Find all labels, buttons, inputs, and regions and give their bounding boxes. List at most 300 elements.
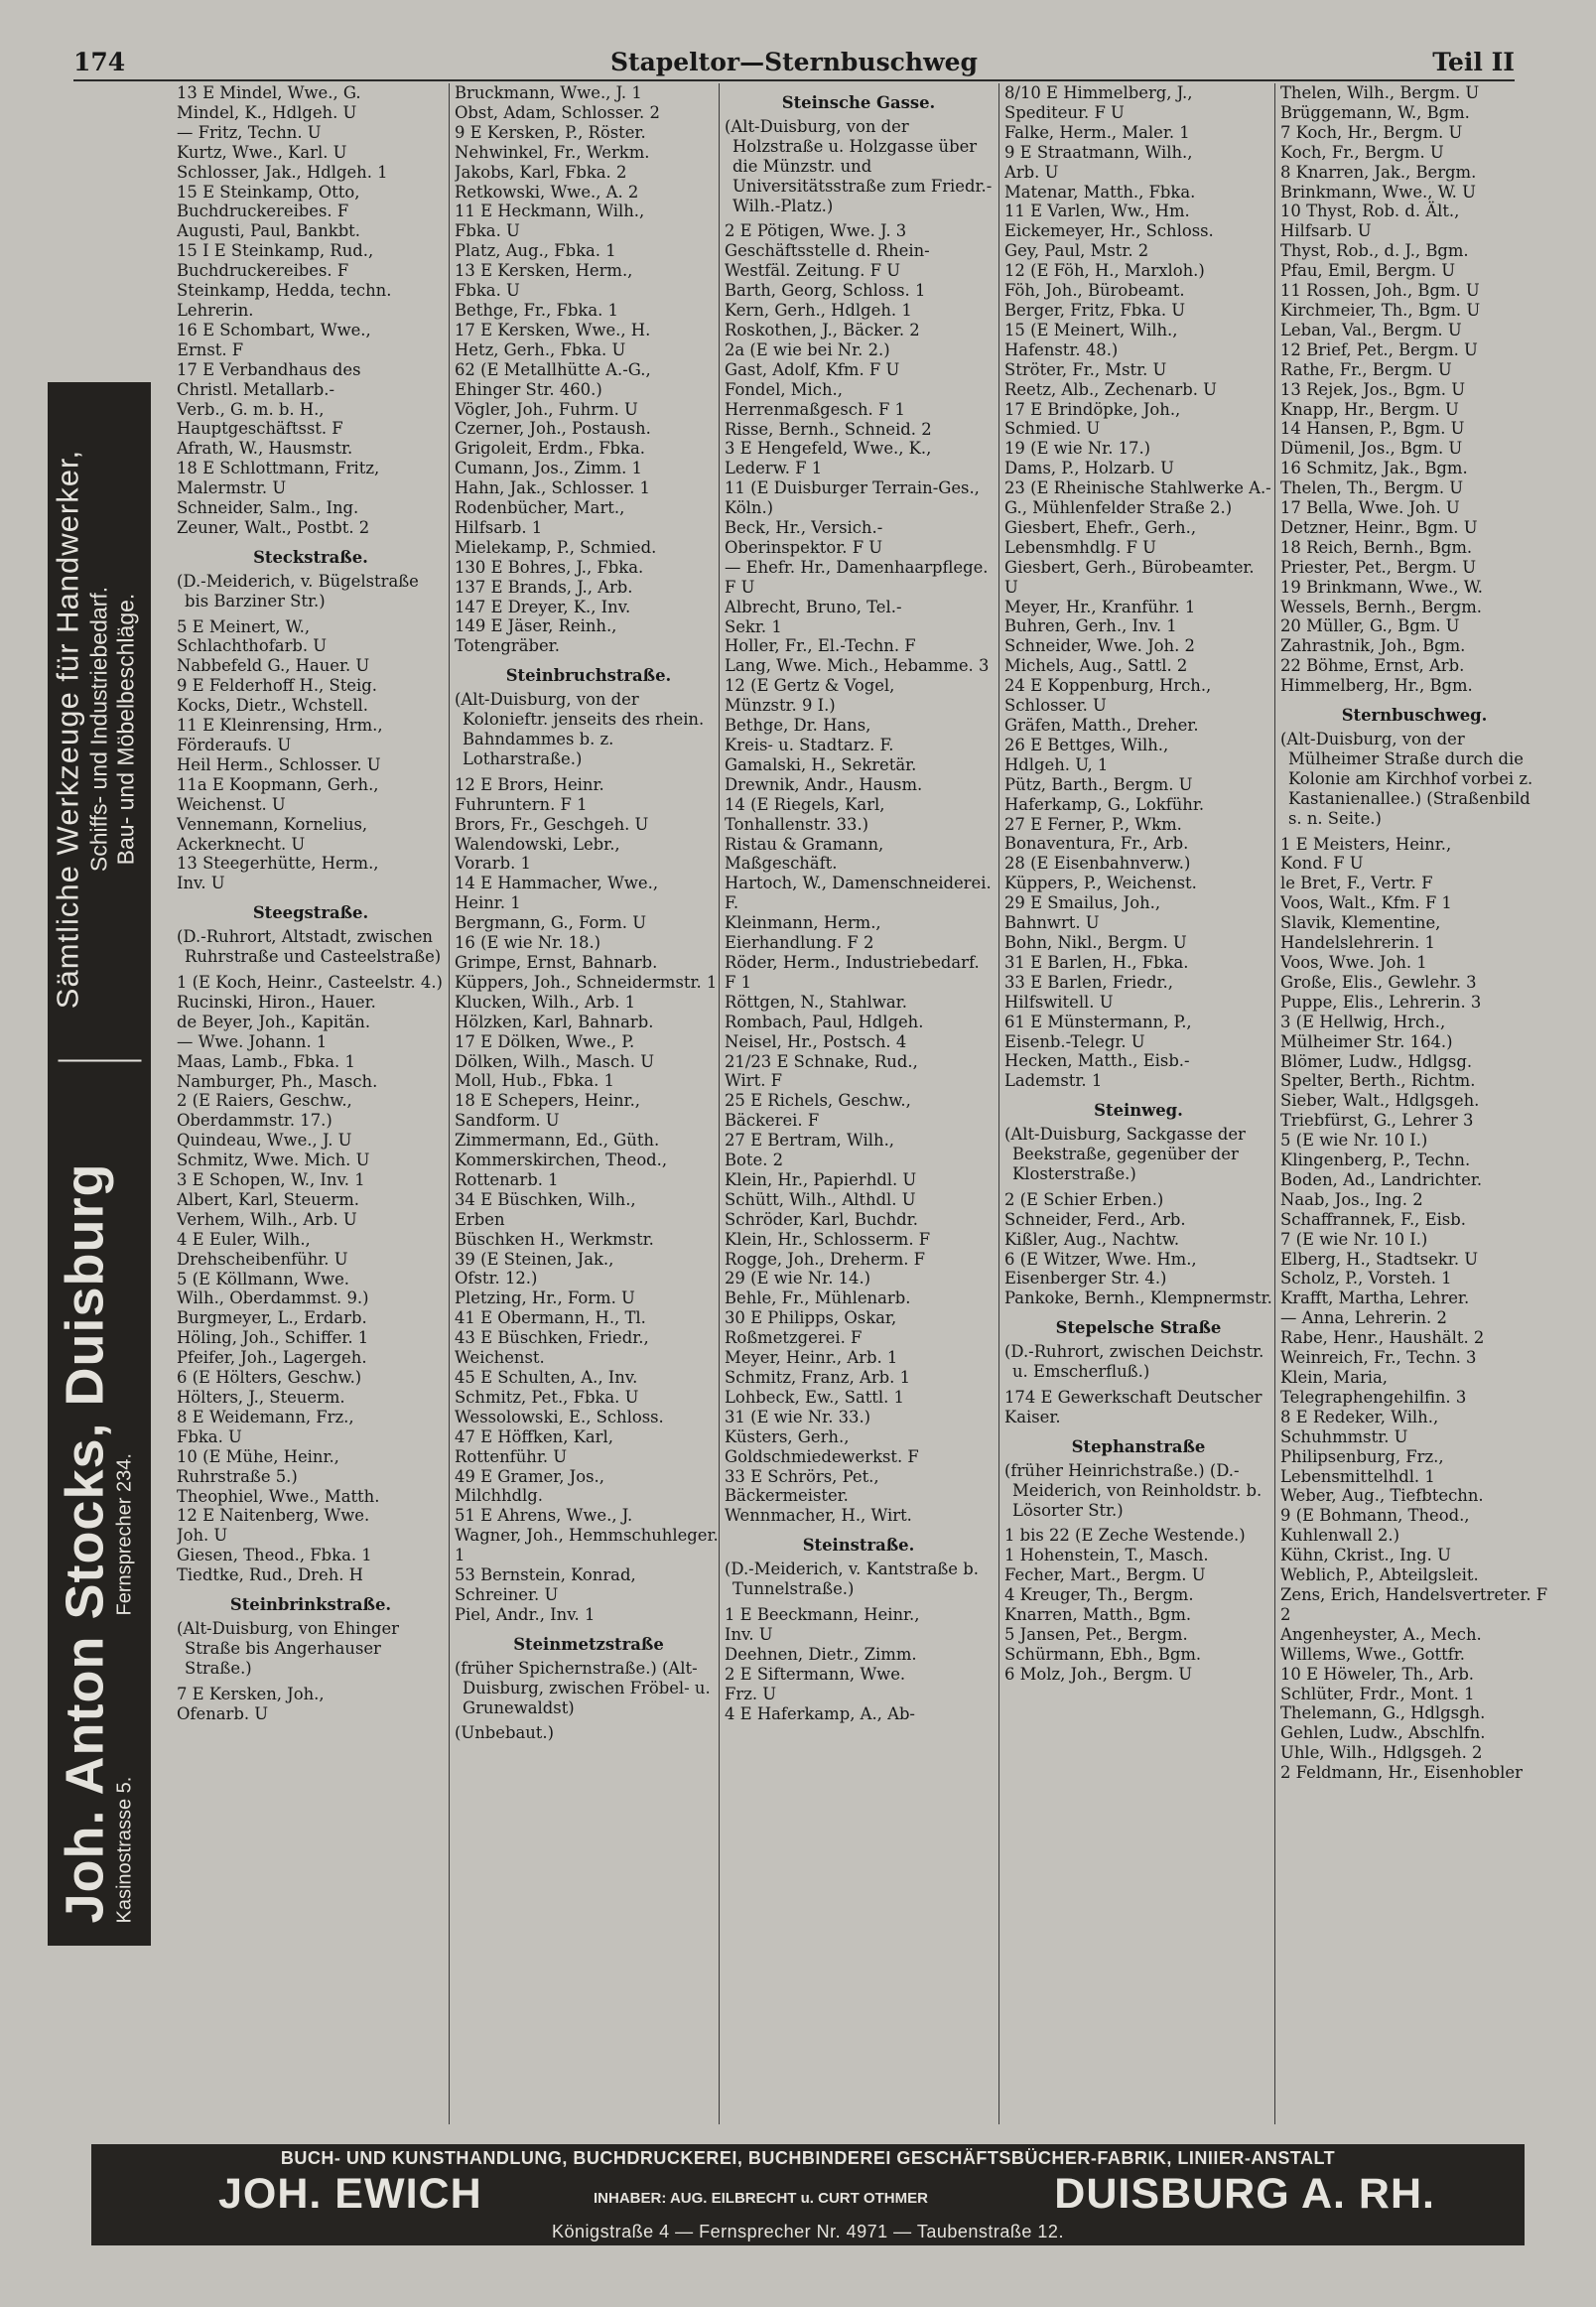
entry-line: Hafenstr. 48.) — [1004, 339, 1119, 359]
entry-line: Zimmermann, Ed., Güth. — [455, 1131, 660, 1151]
entry-line: Scholz, P., Vorsteh. 1 — [1280, 1269, 1452, 1289]
entry-line: Pütz, Barth., Bergm. U — [1004, 774, 1193, 794]
entry-line: 16 Schmitz, Jak., Bgm. — [1280, 459, 1468, 478]
entry-line: 17 E Kersken, Wwe., H. — [455, 320, 651, 339]
entry-line: Boden, Ad., Landrichter. — [1280, 1169, 1483, 1189]
entry-line: Falke, Herm., Maler. 1 — [1004, 122, 1190, 142]
column-4 — [1004, 83, 1272, 2124]
entry-line: Bäckermeister. — [725, 1486, 849, 1506]
entry-line: 147 E Dreyer, K., Inv. — [455, 597, 631, 616]
entry-line: Ehinger Str. 460.) — [455, 379, 602, 399]
column-5 — [1280, 83, 1548, 2124]
entry-line: Fbka. U — [455, 221, 520, 241]
entry-line: 13 E Mindel, Wwe., G. — [177, 83, 361, 102]
entry-line: Drewnik, Andr., Hausm. — [725, 774, 923, 794]
entry-line: Vögler, Joh., Fuhrm. U — [455, 399, 638, 419]
entry-line: Höling, Joh., Schiffer. 1 — [177, 1328, 369, 1348]
entry-line: Brors, Fr., Geschgeh. U — [455, 814, 649, 834]
street-description: (früher Heinrichstraße.) (D.-Meiderich, von Reinholdstr. b. Lösorter Str.) — [1004, 1460, 1263, 1520]
column-divider — [719, 83, 720, 2124]
column-divider — [449, 83, 450, 2124]
side-ad-company: Joh. Anton Stocks, Duisburg — [55, 1162, 115, 1924]
entry-line: 31 (E wie Nr. 33.) — [725, 1407, 871, 1426]
entry-line: Buchdruckereibes. F — [177, 202, 349, 221]
column-1 — [177, 83, 445, 2124]
entry-line: 24 E Koppenburg, Hrch., — [1004, 676, 1212, 696]
entry-line: 18 E Schlottmann, Fritz, — [177, 459, 380, 478]
entry-line: Elberg, H., Stadtsekr. U — [1280, 1249, 1479, 1269]
entry-line: 2 (E Raiers, Geschw., — [177, 1091, 352, 1111]
entry-line: 18 Reich, Bernh., Bgm. — [1280, 537, 1473, 557]
entry-line: Große, Elis., Gewlehr. 3 — [1280, 972, 1477, 992]
entry-line: Wagner, Joh., Hemmschuhleger. 1 — [455, 1526, 719, 1565]
entry-line: 1 E Beeckmann, Heinr., — [725, 1604, 920, 1624]
entry-line: Rombach, Paul, Hdlgeh. — [725, 1012, 924, 1031]
entry-line: Hartoch, W., Damenschneiderei. F. — [725, 874, 992, 913]
entry-line: Münzstr. 9 I.) — [725, 696, 836, 716]
entry-line: Maßgeschäft. — [725, 854, 838, 874]
entry-line: Gey, Paul, Mstr. 2 — [1004, 241, 1149, 261]
entry-line: Wessels, Bernh., Bergm. — [1280, 597, 1482, 616]
entry-line: Schürmann, Ebh., Bgm. — [1004, 1644, 1202, 1664]
entry-line: 14 E Hammacher, Wwe., — [455, 874, 659, 893]
entry-line: Kuhlenwall 2.) — [1280, 1526, 1400, 1546]
entry-line: Kern, Gerh., Hdlgeh. 1 — [725, 301, 912, 321]
entry-line: Joh. U — [177, 1526, 228, 1546]
entry-line: Hilfswitell. U — [1004, 992, 1114, 1012]
entry-line: Schmitz, Wwe. Mich. U — [177, 1151, 370, 1170]
entry-line: Bethge, Fr., Fbka. 1 — [455, 300, 618, 320]
entry-line: 130 E Bohres, J., Fbka. — [455, 557, 644, 577]
entry-line: Philipsenburg, Frz., Lebensmittelhdl. 1 — [1280, 1446, 1444, 1486]
footer-ad-contact: Königstraße 4 — Fernsprecher Nr. 4971 — Taubenstraße 12. — [552, 2222, 1064, 2241]
entry-line: Geschäftsstelle d. Rhein- — [725, 241, 930, 261]
entry-line: Christl. Metallarb.- — [177, 379, 335, 399]
entry-line: 3 E Hengefeld, Wwe., K., — [725, 439, 932, 459]
street-heading: Stepelsche Straße — [1055, 1318, 1222, 1338]
page-title: Stapeltor—Sternbuschweg — [610, 48, 978, 76]
entry-line: 12 E Naitenberg, Wwe. — [177, 1506, 370, 1526]
entry-line: Brüggemann, W., Bgm. — [1280, 102, 1470, 122]
entry-line: Weblich, P., Abteilgsleit. — [1280, 1565, 1479, 1585]
entry-line: Willems, Wwe., Gottfr. — [1280, 1644, 1466, 1664]
street-description: (Alt-Duisburg, von der Mülheimer Straße durch die Kolonie am Kirchhof vorbei z. Kastanienallee.) (Straßenbild s. n. Seite.) — [1280, 730, 1533, 828]
entry-line: Fuhruntern. F 1 — [455, 794, 588, 814]
entry-line: Ackerknecht. U — [177, 834, 306, 854]
entry-line: Thelen, Th., Bergm. U — [1280, 478, 1464, 498]
entry-line: 16 E Schombart, Wwe., — [177, 320, 371, 339]
entry-line: Inv. U — [177, 874, 225, 893]
entry-line: 174 E Gewerkschaft Deutscher Kaiser. — [1004, 1388, 1263, 1426]
entry-line: Platz, Aug., Fbka. 1 — [455, 241, 616, 261]
entry-line: 1 E Meisters, Heinr., — [1280, 834, 1452, 854]
entry-line: — Anna, Lehrerin. 2 — [1280, 1308, 1447, 1328]
entry-line: Kißler, Aug., Nachtw. — [1004, 1229, 1180, 1249]
entry-line: Grigoleit, Erdm., Fbka. — [455, 439, 645, 459]
entry-line: Hölzken, Karl, Bahnarb. — [455, 1012, 654, 1031]
entry-line: Hetz, Gerh., Fbka. U — [455, 339, 626, 359]
entry-line: Hölters, J., Steuerm. — [177, 1388, 345, 1407]
entry-line: 11a E Koopmann, Gerh., — [177, 774, 379, 794]
entry-line: 15 I E Steinkamp, Rud., — [177, 241, 374, 261]
entry-line: 29 E Smailus, Joh., — [1004, 893, 1161, 913]
street-heading: Steinbrinkstraße. — [229, 1595, 392, 1615]
entry-line: Rottenführ. U — [455, 1446, 568, 1466]
entry-line: Weinreich, Fr., Techn. 3 — [1280, 1348, 1477, 1368]
entry-line: 4 E Haferkamp, A., Ab- — [725, 1703, 915, 1723]
page-number: 174 — [73, 48, 126, 76]
entry-line: Inv. U — [725, 1624, 773, 1644]
entry-line: Röttgen, N., Stahlwar. — [725, 992, 907, 1012]
entry-line: Klein, Hr., Papierhdl. U — [725, 1169, 917, 1189]
entry-line: 137 E Brands, J., Arb. — [455, 577, 633, 597]
entry-line: Schneider, Wwe. Joh. 2 — [1004, 636, 1195, 656]
entry-line: Totengräber. — [455, 636, 560, 656]
entry-line: Tonhallenstr. 33.) — [725, 814, 869, 834]
entry-line: 8/10 E Himmelberg, J., — [1004, 83, 1193, 102]
entry-line: 47 E Höffken, Karl, — [455, 1426, 613, 1446]
entry-line: 9 E Felderhoff H., Steig. — [177, 676, 377, 696]
entry-line: Leban, Val., Bergm. U — [1280, 320, 1462, 339]
entry-line: Milchhdlg. — [455, 1486, 543, 1506]
entry-line: Rodenbücher, Mart., — [455, 498, 625, 518]
entry-line: Ofenarb. U — [177, 1703, 269, 1723]
entry-line: Mielekamp, P., Schmied. — [455, 537, 657, 557]
entry-line: Mindel, K., Hdlgeh. U — [177, 102, 357, 122]
entry-line: — Ehefr. Hr., Damenhaarpflege. F U — [725, 557, 989, 597]
entry-line: Michels, Aug., Sattl. 2 — [1004, 656, 1188, 676]
entry-line: Rucinski, Hiron., Hauer. — [177, 992, 376, 1012]
entry-line: Malermstr. U — [177, 478, 287, 498]
entry-line: Naab, Jos., Ing. 2 — [1280, 1189, 1423, 1209]
entry-line: Pfeifer, Joh., Lagergeh. — [177, 1348, 367, 1368]
entry-line: 5 (E wie Nr. 10 I.) — [1280, 1131, 1428, 1151]
entry-line: Zeuner, Walt., Postbt. 2 — [177, 517, 370, 537]
entry-line: 20 Müller, G., Bgm. U — [1280, 616, 1460, 636]
entry-line: 11 (E Duisburger Terrain-Ges., Köln.) — [725, 478, 980, 518]
entry-line: Gamalski, H., Sekretär. — [725, 754, 917, 774]
entry-line: Albrecht, Bruno, Tel.- — [725, 597, 902, 616]
entry-line: Spelter, Berth., Richtm. — [1280, 1071, 1476, 1091]
entry-line: 23 (E Rheinische Stahlwerke A.-G., Mühlenfelder Straße 2.) — [1004, 478, 1271, 518]
entry-line: Schütt, Wilh., Althdl. U — [725, 1189, 916, 1209]
entry-line: Heinr. 1 — [455, 893, 521, 913]
entry-line: Föh, Joh., Bürobeamt. — [1004, 281, 1185, 301]
side-ad-tagline-2: Schiffs- und Industriebedarf. — [85, 586, 112, 873]
entry-line: Küsters, Gerh., Goldschmiedewerkst. F — [725, 1426, 919, 1466]
entry-line: Fecher, Mart., Bergm. U — [1004, 1565, 1206, 1585]
entry-line: Dümenil, Jos., Bgm. U — [1280, 439, 1463, 459]
entry-line: 31 E Barlen, H., Fbka. — [1004, 952, 1189, 972]
entry-line: 1 Hohenstein, T., Masch. — [1004, 1546, 1209, 1565]
entry-line: 26 E Bettges, Wilh., — [1004, 735, 1169, 754]
entry-line: Lademstr. 1 — [1004, 1071, 1103, 1091]
entry-line: Knapp, Hr., Bergm. U — [1280, 399, 1459, 419]
entry-line: Roskothen, J., Bäcker. 2 — [725, 320, 920, 339]
entry-line: Pfau, Emil, Bergm. U — [1280, 261, 1456, 281]
street-heading: Stephanstraße — [1071, 1436, 1206, 1456]
entry-line: Voos, Wwe. Joh. 1 — [1280, 952, 1427, 972]
entry-line: Bäckerei. F — [725, 1111, 820, 1131]
entry-line: 7 (E wie Nr. 10 I.) — [1280, 1229, 1428, 1249]
entry-line: Knarren, Matth., Bgm. — [1004, 1605, 1192, 1625]
entry-line: Lehrerin. — [177, 300, 254, 320]
entry-line: Zahrastnik, Joh., Bgm. — [1280, 636, 1466, 656]
entry-line: Neisel, Hr., Postsch. 4 — [725, 1031, 907, 1051]
entry-line: Büschken H., Werkmstr. — [455, 1229, 654, 1249]
entry-line: Sekr. 1 — [725, 616, 782, 636]
street-heading: Steinbruchstraße. — [505, 666, 672, 686]
entry-line: Priester, Pet., Bergm. U — [1280, 557, 1477, 577]
entry-line: Theophiel, Wwe., Matth. — [177, 1486, 380, 1506]
entry-line: Wilh., Oberdammst. 9.) — [177, 1289, 369, 1308]
entry-line: 22 Böhme, Ernst, Arb. — [1280, 656, 1465, 676]
entry-line: 12 E Brors, Heinr. — [455, 774, 604, 794]
entry-line: 62 (E Metallhütte A.-G., — [455, 359, 651, 379]
entry-line: Pletzing, Hr., Form. U — [455, 1289, 635, 1308]
street-heading: Steinmetzstraße — [513, 1634, 664, 1654]
entry-line: Vennemann, Kornelius, — [177, 814, 368, 834]
entry-line: Cumann, Jos., Zimm. 1 — [455, 459, 642, 478]
entry-line: 13 Rejek, Jos., Bgm. U — [1280, 379, 1466, 399]
entry-line: Dams, P., Holzarb. U — [1004, 459, 1174, 478]
entry-line: Giesbert, Ehefr., Gerh., — [1004, 517, 1197, 537]
entry-line: Gehlen, Ludw., Abschlfn. — [1280, 1723, 1486, 1743]
entry-line: 2 E Pötigen, Wwe. J. 3 — [725, 221, 907, 241]
entry-line: Zens, Erich, Handelsvertreter. F 2 — [1280, 1584, 1548, 1624]
entry-line: Ströter, Fr., Mstr. U — [1004, 359, 1167, 379]
entry-line: Behle, Fr., Mühlenarb. — [725, 1289, 911, 1308]
entry-line: Schaffrannek, F., Eisb. — [1280, 1209, 1466, 1229]
entry-line: Bruckmann, Wwe., J. 1 — [455, 83, 642, 102]
entry-line: Risse, Bernh., Schneid. 2 — [725, 419, 932, 439]
street-description: (D.-Meiderich, v. Bügelstraße bis Barziner Str.) — [177, 571, 419, 611]
entry-line: Voos, Walt., Kfm. F 1 — [1280, 893, 1452, 913]
entry-line: Quindeau, Wwe., J. U — [177, 1131, 352, 1151]
entry-line: Heil Herm., Schlosser. U — [177, 754, 381, 774]
entry-line: Triebfürst, G., Lehrer 3 — [1280, 1111, 1474, 1131]
entry-line: 27 E Bertram, Wilh., — [725, 1131, 894, 1151]
entry-line: Slavik, Klementine, Handelslehrerin. 1 — [1280, 913, 1441, 953]
entry-line: Küppers, Joh., Schneidermstr. 1 — [455, 972, 718, 992]
entry-line: Albert, Karl, Steuerm. — [177, 1189, 359, 1209]
entry-line: Pankoke, Bernh., Klempnermstr. — [1004, 1289, 1272, 1308]
entry-line: Krafft, Martha, Lehrer. — [1280, 1289, 1470, 1308]
entry-line: 6 Molz, Joh., Bergm. U — [1004, 1664, 1193, 1684]
entry-line: 15 E Steinkamp, Otto, — [177, 182, 360, 202]
entry-line: 49 E Gramer, Jos., — [455, 1466, 604, 1486]
entry-line: Roßmetzgerei. F — [725, 1328, 863, 1348]
entry-line: 14 (E Riegels, Karl, — [725, 794, 885, 814]
entry-line: 19 Brinkmann, Wwe., W. — [1280, 577, 1483, 597]
entry-line: Oberdammstr. 17.) — [177, 1111, 332, 1131]
entry-line: 11 E Kleinrensing, Hrm., — [177, 716, 383, 736]
entry-line: Augusti, Paul, Bankbt. — [177, 221, 360, 241]
entry-line: Westfäl. Zeitung. F U — [725, 261, 901, 281]
entry-line: Namburger, Ph., Masch. — [177, 1071, 378, 1091]
entry-line: 12 (E Gertz & Vogel, — [725, 676, 895, 696]
entry-line: Lohbeck, Ew., Sattl. 1 — [725, 1387, 904, 1407]
entry-line: Schmitz, Franz, Arb. 1 — [725, 1368, 910, 1387]
entry-line: 39 (E Steinen, Jak., — [455, 1249, 614, 1269]
entry-line: 28 (E Eisenbahnverw.) — [1004, 854, 1191, 874]
entry-line: Hahn, Jak., Schlosser. 1 — [455, 478, 650, 498]
entry-line: Schuhmmstr. U — [1280, 1426, 1408, 1446]
entry-line: Klein, Maria, Telegraphengehilfin. 3 — [1280, 1368, 1467, 1407]
entry-line: Thelen, Wilh., Bergm. U — [1280, 83, 1480, 102]
entry-line: Moll, Hub., Fbka. 1 — [455, 1071, 614, 1091]
entry-line: 17 E Brindöpke, Joh., — [1004, 399, 1181, 419]
entry-line: 1 (E Koch, Heinr., Casteelstr. 4.) — [177, 972, 443, 992]
entry-line: Eickemeyer, Hr., Schloss. — [1004, 221, 1214, 241]
entry-line: Thelemann, G., Hdlgsgh. — [1280, 1703, 1486, 1723]
entry-line: Kleinmann, Herm., Eierhandlung. F 2 — [725, 913, 881, 953]
entry-line: Giesbert, Gerh., Bürobeamter. U — [1004, 557, 1255, 597]
entry-line: Thyst, Rob., d. J., Bgm. — [1280, 241, 1469, 261]
entry-line: Wennmacher, H., Wirt. — [725, 1506, 912, 1526]
entry-line: Mülheimer Str. 164.) — [1280, 1031, 1453, 1051]
footer-ad-city: DUISBURG A. RH. — [1054, 2170, 1435, 2218]
entry-line: Tiedtke, Rud., Dreh. H — [177, 1565, 363, 1585]
entry-line: 2 (E Schier Erben.) — [1004, 1189, 1164, 1209]
street-description: (D.-Meiderich, v. Kantstraße b. Tunnelstraße.) — [725, 1560, 979, 1599]
entry-line: Gast, Adolf, Kfm. F U — [725, 359, 900, 379]
entry-line: Verhem, Wilh., Arb. U — [177, 1209, 357, 1229]
entry-line: Röder, Herm., Industriebedarf. F 1 — [725, 952, 980, 992]
entry-line: Hilfsarb. 1 — [455, 517, 543, 537]
entry-line: Meyer, Heinr., Arb. 1 — [725, 1348, 898, 1368]
entry-line: Fbka. U — [177, 1426, 242, 1446]
entry-line: 2 Feldmann, Hr., Eisenhobler — [1280, 1763, 1523, 1783]
entry-line: Schmitz, Pet., Fbka. U — [455, 1387, 639, 1407]
entry-line: Förderaufs. U — [177, 736, 292, 754]
entry-line: 12 (E Föh, H., Marxloh.) — [1004, 261, 1205, 281]
entry-line: 51 E Ahrens, Wwe., J. — [455, 1506, 633, 1526]
entry-line: Lederw. F 1 — [725, 459, 823, 478]
entry-line: Ofstr. 12.) — [455, 1269, 538, 1289]
entry-line: — Wwe. Johann. 1 — [177, 1031, 328, 1051]
side-ad-tagline-1: Sämtliche Werkzeuge für Handwerker, — [50, 449, 85, 1010]
entry-line: Angenheyster, A., Mech. — [1280, 1624, 1482, 1644]
entry-line: Obst, Adam, Schlosser. 2 — [455, 102, 660, 122]
entry-line: 7 Koch, Hr., Bergm. U — [1280, 122, 1463, 142]
side-ad-divider — [59, 1060, 142, 1062]
column-divider — [1274, 83, 1275, 2124]
entry-line: — Fritz, Techn. U — [177, 122, 322, 142]
entry-line: Uhle, Wilh., Hdlgsgeh. 2 — [1280, 1743, 1483, 1763]
entry-line: 8 E Weidemann, Frz., — [177, 1407, 354, 1426]
entry-line: Spediteur. F U — [1004, 102, 1125, 122]
entry-line: Steinkamp, Hedda, techn. — [177, 281, 392, 301]
entry-line: Schreiner. U — [455, 1584, 559, 1604]
column-divider — [998, 83, 999, 2124]
footer-ad-owners: INHABER: AUG. EILBRECHT u. CURT OTHMER — [594, 2190, 928, 2207]
entry-line: le Bret, F., Vertr. F — [1280, 874, 1433, 893]
entry-line: Fondel, Mich., Herrenmaßgesch. F 1 — [725, 379, 905, 419]
entry-line: Walendowski, Lebr., — [455, 834, 620, 854]
entry-line: Jakobs, Karl, Fbka. 2 — [455, 162, 627, 182]
entry-line: Maas, Lamb., Fbka. 1 — [177, 1051, 355, 1071]
side-ad-taglines — [51, 402, 140, 1057]
entry-line: Sieber, Walt., Hdlgsgeh. — [1280, 1091, 1480, 1111]
entry-line: 53 Bernstein, Konrad, — [455, 1565, 636, 1585]
street-heading: Steckstraße. — [253, 547, 368, 567]
entry-line: Barth, Georg, Schloss. 1 — [725, 281, 926, 301]
entry-line: Buchdruckereibes. F — [177, 261, 349, 281]
entry-line: Himmelberg, Hr., Bgm. — [1280, 676, 1473, 696]
column-3 — [725, 83, 993, 2124]
side-ad-tagline-3: Bau- und Möbelbeschläge. — [112, 593, 139, 866]
street-description: (Alt-Duisburg, Sackgasse der Beekstraße, gegenüber der Klosterstraße.) — [1004, 1125, 1246, 1183]
entry-line: Weichenst. — [455, 1348, 545, 1368]
entry-line: Nehwinkel, Fr., Werkm. — [455, 142, 650, 162]
entry-line: 18 E Schepers, Heinr., — [455, 1091, 641, 1111]
entry-line: Retkowski, Wwe., A. 2 — [455, 182, 639, 202]
entry-line: Hilfsarb. U — [1280, 221, 1372, 241]
entry-line: 33 E Schrörs, Pet., — [725, 1466, 879, 1486]
entry-line: Schlachthofarb. U — [177, 636, 328, 656]
entry-line: Fbka. U — [455, 281, 520, 301]
entry-line: Rottenarb. 1 — [455, 1169, 559, 1189]
entry-line: 10 Thyst, Rob. d. Ält., — [1280, 202, 1460, 221]
entry-line: Dölken, Wilh., Masch. U — [455, 1051, 655, 1071]
entry-line: Afrath, W., Hausmstr. — [177, 439, 353, 459]
entry-line: Arb. U — [1004, 162, 1059, 182]
entry-line: de Beyer, Joh., Kapitän. — [177, 1012, 371, 1031]
entry-line: Bote. 2 — [725, 1151, 784, 1170]
entry-line: Meyer, Hr., Kranführ. 1 — [1004, 597, 1196, 616]
entry-line: 33 E Barlen, Friedr., — [1004, 972, 1173, 992]
entry-line: 2 E Siftermann, Wwe. — [725, 1664, 906, 1684]
entry-line: Burgmeyer, L., Erdarb. — [177, 1308, 367, 1328]
entry-line: 17 Bella, Wwe. Joh. U — [1280, 498, 1460, 518]
street-heading: Sternbuschweg. — [1341, 706, 1488, 726]
side-ad-rotated — [49, 382, 152, 1946]
entry-line: Haferkamp, G., Lokführ. — [1004, 794, 1205, 814]
entry-line: Schneider, Salm., Ing. — [177, 498, 359, 518]
entry-line: 5 Jansen, Pet., Bergm. — [1004, 1624, 1188, 1644]
entry-line: Ernst. F — [177, 339, 244, 359]
street-description: (D.-Ruhrort, Altstadt, zwischen Ruhrstraße und Casteelstraße) — [177, 927, 442, 967]
entry-line: Lang, Wwe. Mich., Hebamme. 3 — [725, 656, 990, 676]
entry-line: Hecken, Matth., Eisb.- — [1004, 1051, 1190, 1071]
entry-line: Matenar, Matth., Fbka. — [1004, 182, 1196, 202]
entry-line: 15 (E Meinert, Wilh., — [1004, 320, 1178, 339]
entry-line: 12 Brief, Pet., Bergm. U — [1280, 339, 1478, 359]
side-ad-address: Kasinostrasse 5. — [113, 1776, 136, 1924]
entry-line: Brinkmann, Wwe., W. U — [1280, 182, 1476, 202]
entry-line: Ruhrstraße 5.) — [177, 1466, 298, 1486]
street-heading: Steinsche Gasse. — [781, 93, 936, 112]
entry-line: 9 E Kersken, P., Röster. — [455, 122, 646, 142]
entry-line: Hdlgeh. U, 1 — [1004, 754, 1109, 774]
entry-line: Nabbefeld G., Hauer. U — [177, 656, 370, 676]
entry-line: Weichenst. U — [177, 794, 286, 814]
entry-line: Czerner, Joh., Postaush. — [455, 419, 651, 439]
entry-line: 11 Rossen, Joh., Bgm. U — [1280, 281, 1480, 301]
entry-line: Bergmann, G., Form. U — [455, 913, 647, 933]
entry-line: 30 E Philipps, Oskar, — [725, 1308, 897, 1328]
entry-line: Rathe, Fr., Bergm. U — [1280, 359, 1452, 379]
entry-line: Wirt. F — [725, 1071, 783, 1091]
entry-line: Kreis- u. Stadtarz. F. — [725, 736, 894, 754]
entry-line: Detzner, Heinr., Bgm. U — [1280, 517, 1478, 537]
street-description: (früher Spichernstraße.) (Alt-Duisburg, zwischen Fröbel- u. Grunewaldst) — [455, 1658, 711, 1717]
entry-line: Grimpe, Ernst, Bahnarb. — [455, 952, 658, 972]
entry-line: 2a (E wie bei Nr. 2.) — [725, 339, 890, 359]
entry-line: Piel, Andr., Inv. 1 — [455, 1604, 596, 1624]
entry-line: 27 E Ferner, P., Wkm. — [1004, 814, 1182, 834]
